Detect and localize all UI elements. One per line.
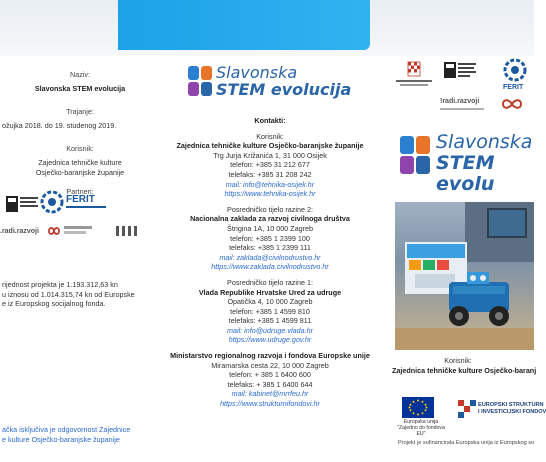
atom-icon	[188, 66, 199, 80]
p1-name: Vlada Republike Hrvatske Ured za udruge	[198, 287, 342, 297]
korisnik-label-middle: Korisnik:	[256, 131, 284, 141]
blue-banner-strip	[118, 0, 370, 50]
monitor-icon-right	[416, 136, 430, 154]
esif-logo-icon	[456, 398, 478, 422]
p1-label: Posredničko tijelo razine 1:	[227, 277, 313, 287]
korisnik-address: Trg Jurja Križanića 1, 31 000 Osijek	[213, 150, 327, 160]
ferit-label-left: FERIT	[66, 194, 95, 205]
radi-underline	[440, 108, 484, 110]
korisnik-line1: Zajednica tehničke kulture	[38, 157, 122, 167]
stem-logo-icons-right	[400, 136, 430, 174]
monitor-icon	[201, 66, 212, 80]
p1-address: Opatička 4, 10 000 Zagreb	[227, 297, 313, 307]
stem-logo-right	[436, 132, 534, 195]
top-banner	[0, 0, 534, 56]
stem-logo-icons-middle	[188, 66, 212, 96]
ministry-name: Ministarstvo regionalnog razvoja i fondova Europske unije	[170, 351, 370, 361]
infinity-logo-right	[500, 96, 524, 112]
ferit-label-right: FERIT	[503, 84, 524, 91]
university-logo-left	[6, 194, 40, 220]
ferit-underline	[66, 206, 106, 208]
university-logo-right	[444, 60, 478, 90]
disclaimer-line1: ačka isključiva je odgovornost Zajednice	[2, 425, 131, 434]
eu-flag-icon	[402, 397, 434, 418]
korisnik-name-middle: Zajednica tehničke kulture Osječko-baranjske županije	[176, 141, 364, 151]
ruler-icon-right	[416, 156, 430, 174]
disclaimer-line2: e kulture Osječko-baranjske županije	[2, 434, 120, 444]
p2-label: Posredničko tijelo razine 2:	[227, 204, 313, 214]
korisnik-line2: Osječko-baranjske županije	[35, 167, 125, 177]
korisnik-mail-link[interactable]: mail: info@tehnika-osijek.hr	[225, 179, 315, 189]
p2-fax: telefaks: +385 1 2399 111	[229, 243, 311, 253]
ministry-web-link[interactable]: https://www.strukturnifondovi.hr	[220, 399, 320, 409]
robot-kit-photo	[395, 202, 534, 350]
disclaimer-block	[0, 425, 162, 444]
ministry-phone: telefon: + 385 1 6400 600	[229, 370, 311, 380]
project-value-line1: rijednost projekta je 1.193.312,63 kn	[2, 280, 118, 289]
project-name: Slavonska STEM evolucija	[34, 83, 126, 93]
korisnik-web-link[interactable]: https://www.tehnika-osijek.hr	[224, 189, 316, 199]
croatia-coat-of-arms-logo	[392, 60, 436, 92]
logo-line1-right: Slavonska	[436, 131, 533, 153]
project-value-line3: e iz Europskog socijalnog fonda.	[2, 299, 106, 309]
eu-caption-line1: Europska unija	[403, 419, 439, 425]
korisnik-label-left: Korisnik:	[66, 144, 94, 154]
ruler-icon	[201, 82, 212, 96]
logo-line1-middle: Slavonska	[216, 63, 298, 82]
p2-phone: telefon: +385 1 2399 100	[230, 233, 310, 243]
partneri-label: Partneri:	[66, 187, 94, 197]
naziv-label: Naziv:	[70, 70, 90, 79]
trajanje-value: ožujka 2018. do 19. studenog 2019.	[2, 120, 117, 130]
p1-web-link[interactable]: https://www.udruge.gov.hr	[228, 335, 312, 345]
ferit-logo-icon-right	[500, 58, 530, 86]
trajanje-label: Trajanje:	[66, 107, 94, 117]
ministry-mail-link[interactable]: mail: kabinet@mrrfeu.hr	[231, 389, 309, 399]
esif-line2: I INVESTICIJSKI FONDOV	[478, 409, 546, 415]
korisnik-fax: telefaks: +385 31 208 242	[228, 169, 312, 179]
kontakti-heading: Kontakti:	[254, 116, 286, 125]
p2-address: Štrigina 1A, 10 000 Zagreb	[227, 223, 313, 233]
esif-line1: EUROPSKI STRUKTURN	[478, 402, 544, 408]
eu-caption-line2: "Zajedno do fondova EU"	[397, 425, 445, 437]
korisnik-name-right: Zajednica tehničke kulture Osječko-baranj	[392, 365, 537, 375]
robot-photo-illustration	[395, 202, 534, 350]
p1-mail-link[interactable]: mail: info@udruge.vlada.hr	[226, 325, 313, 335]
esif-text	[478, 402, 546, 416]
gear-icon	[188, 82, 199, 96]
ministry-address: Miramarska cesta 22, 10 000 Zagreb	[211, 360, 329, 370]
p1-phone: telefon: +385 1 4599 810	[230, 306, 310, 316]
project-value-block	[0, 280, 162, 309]
project-value-line2: u iznosu od 1.014.315,74 kn od Europske	[2, 289, 135, 299]
infinity-logo-left	[46, 224, 62, 238]
contacts-block	[164, 116, 376, 409]
gear-icon-right	[400, 156, 414, 174]
p2-name: Nacionalna zaklada za razvoj civilnoga društva	[190, 214, 350, 224]
p2-web-link[interactable]: https://www.zaklada.civilnodrustvo.hr	[211, 262, 329, 272]
stem-logo-middle	[216, 64, 351, 98]
logo-line2-middle: STEM evolucija	[216, 80, 352, 99]
left-panel	[0, 56, 160, 197]
korisnik-label-right: Korisnik:	[444, 356, 472, 365]
p1-fax: telefaks: +385 1 4599 811	[228, 316, 312, 326]
radi-razvoji-logo-left: .radi.razvoji	[0, 228, 39, 235]
p2-mail-link[interactable]: mail: zaklada@civilnodrustvo.hr	[219, 252, 321, 262]
izim-logo	[114, 224, 144, 240]
ferit-logo-icon-left	[38, 190, 68, 216]
korisnik-block-right	[382, 356, 537, 375]
atom-icon-right	[400, 136, 414, 154]
logo-line2-right: STEM evolu	[436, 152, 495, 195]
cofinancing-footer: Projekt je sufinancirala Europska unija iz Europskog so	[398, 440, 535, 446]
eu-caption	[396, 419, 446, 437]
partner-smalltext-left	[64, 226, 94, 234]
ministry-fax: telefaks: + 385 1 6400 644	[227, 379, 313, 389]
radi-razvoji-logo-right: !radi.razvoji	[440, 98, 480, 105]
korisnik-phone: telefon: +385 31 212 677	[230, 160, 310, 170]
